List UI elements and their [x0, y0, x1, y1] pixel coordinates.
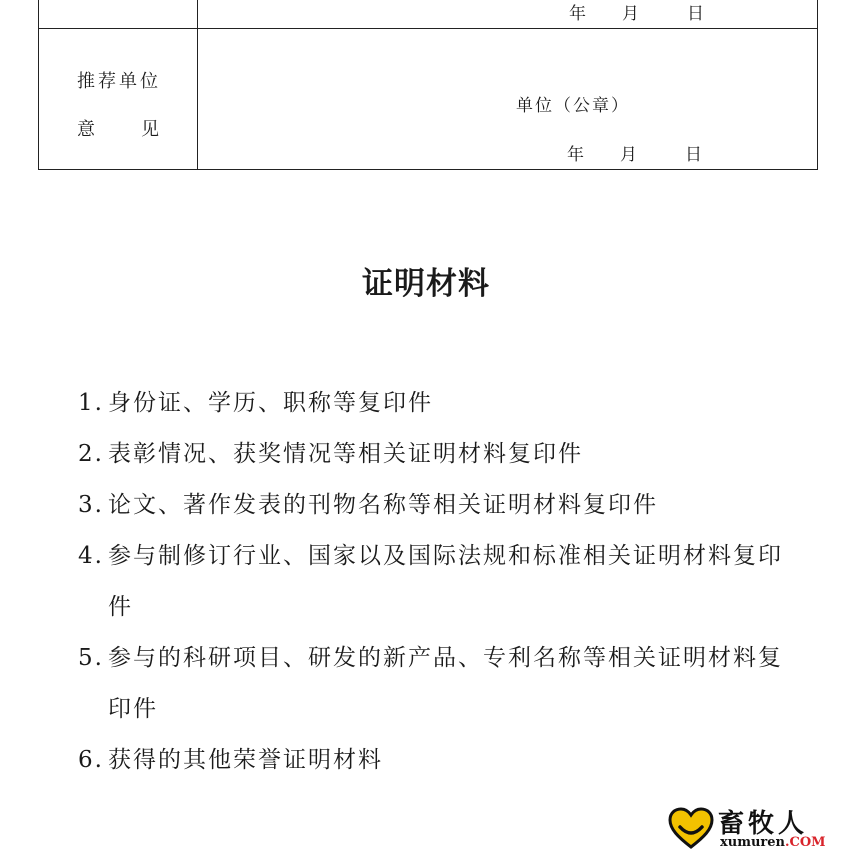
xumuren-logo: [668, 803, 838, 853]
item-text: 论文、著作发表的刊物名称等相关证明材料复印件: [108, 492, 658, 518]
logo-url-suffix: .COM: [784, 835, 826, 850]
date-day: 日: [687, 4, 704, 24]
item-text: 获得的其他荣誉证明材料: [108, 747, 383, 773]
list-item: [78, 480, 798, 531]
item-text: 参与的科研项目、研发的新产品、专利名称等相关证明材料复印件: [108, 645, 783, 722]
materials-list: [78, 378, 798, 786]
logo-url: [720, 835, 826, 850]
column-divider: [197, 29, 198, 169]
item-text: 参与制修订行业、国家以及国际法规和标准相关证明材料复印件: [108, 543, 783, 620]
form-row-recommend: [39, 29, 817, 169]
date-day: 日: [685, 145, 702, 165]
item-text: 身份证、学历、职称等复印件: [108, 390, 433, 416]
list-item: [78, 531, 798, 633]
list-item: [78, 735, 798, 786]
item-text: 表彰情况、获奖情况等相关证明材料复印件: [108, 441, 583, 467]
section-title: 证明材料: [362, 266, 490, 302]
seal-text: 单位（公章）: [516, 96, 630, 116]
item-number: 4.: [78, 543, 104, 569]
logo-url-main: xumuren: [720, 835, 785, 850]
item-number: 3.: [78, 492, 104, 518]
column-divider: [197, 0, 198, 28]
item-number: 2.: [78, 441, 104, 467]
list-item: [78, 429, 798, 480]
item-number: 5.: [78, 645, 104, 671]
date-year: 年: [567, 145, 584, 165]
date-month: 月: [620, 145, 637, 165]
form-row-previous: [39, 0, 817, 29]
form-table: [38, 0, 818, 170]
list-item: [78, 378, 798, 429]
date-year: 年: [569, 4, 586, 24]
logo-brand: 畜牧人: [718, 809, 809, 839]
item-number: 6.: [78, 747, 104, 773]
opinion-label-b: 见: [141, 119, 159, 140]
recommend-unit-label: 推荐单位: [77, 71, 161, 92]
item-number: 1.: [78, 390, 104, 416]
list-item: [78, 633, 798, 735]
date-month: 月: [622, 4, 639, 24]
opinion-label-a: 意: [77, 119, 95, 140]
heart-smile-icon: [668, 807, 714, 849]
